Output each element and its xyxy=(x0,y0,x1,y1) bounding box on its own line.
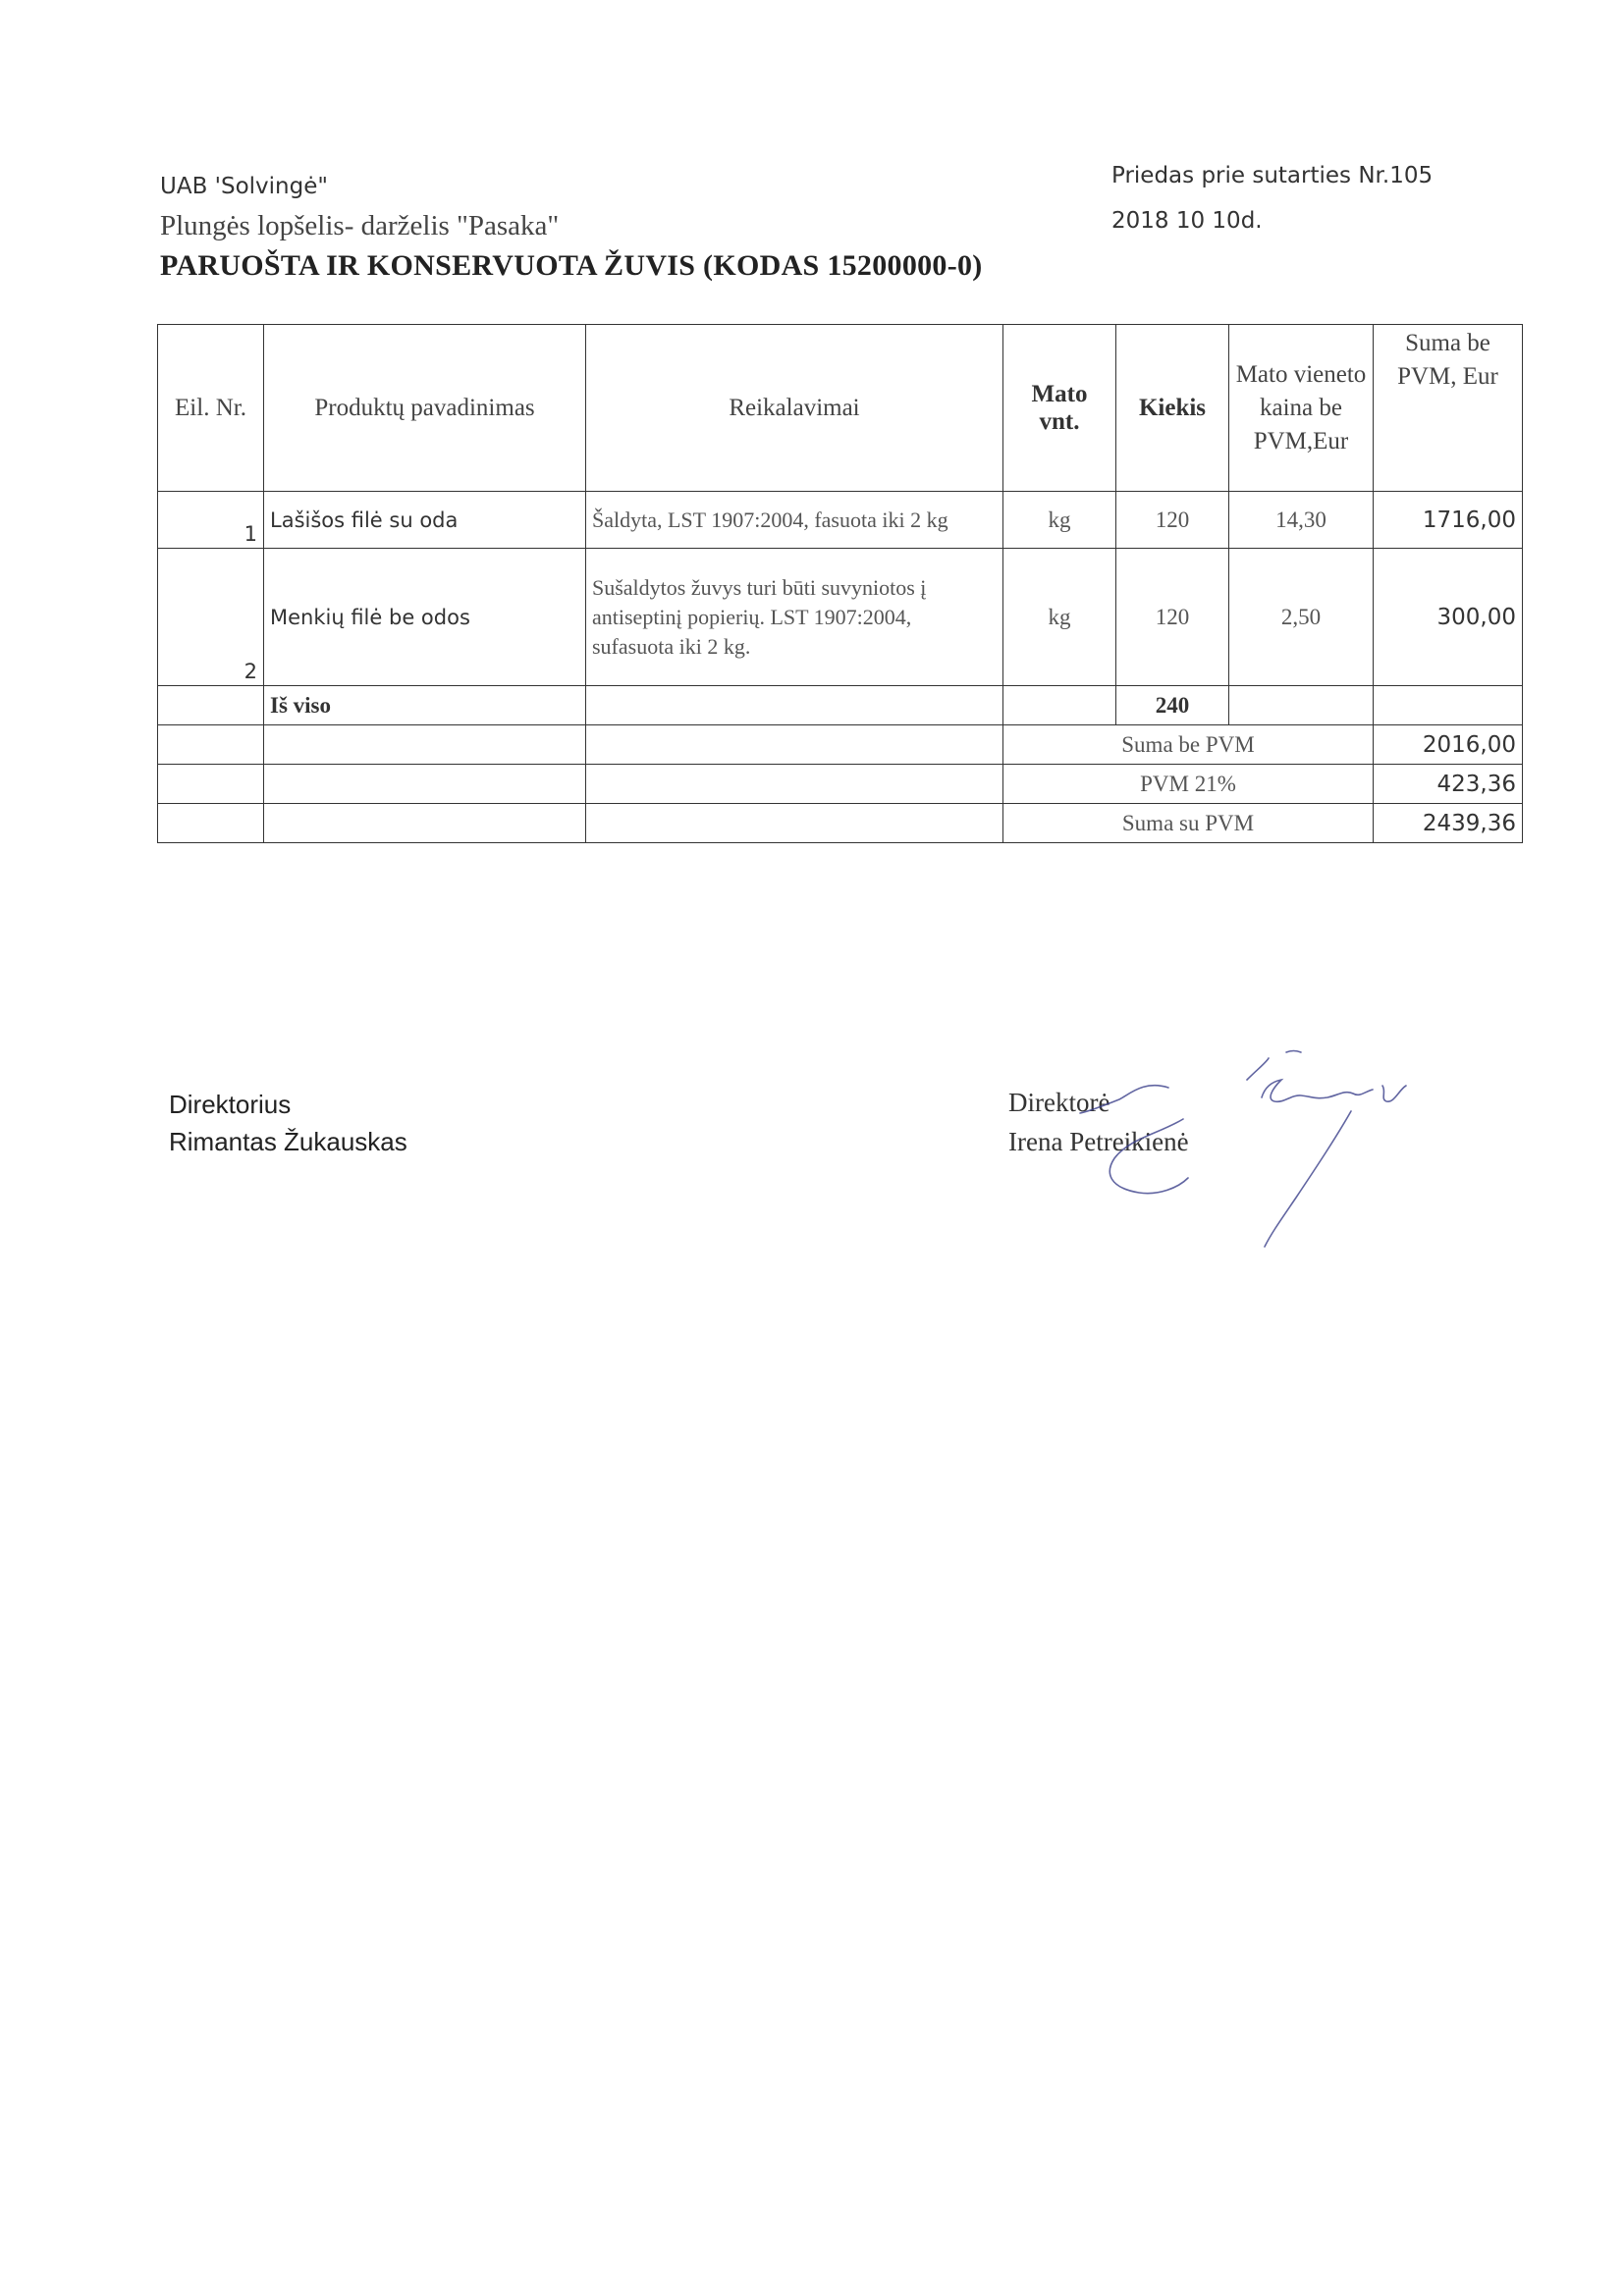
document-title: PARUOŠTA IR KONSERVUOTA ŽUVIS (KODAS 15200000-0) xyxy=(160,249,983,282)
col-header-sum: Suma be PVM, Eur xyxy=(1374,325,1523,492)
summary-label: Suma be PVM xyxy=(1003,725,1374,765)
row-quantity: 120 xyxy=(1116,549,1229,686)
row-product: Menkių filė be odos xyxy=(264,549,586,686)
col-header-unit-price: Mato vieneto kaina be PVM,Eur xyxy=(1229,325,1374,492)
table-header-row xyxy=(158,325,1523,492)
supplier-signatory-name: Rimantas Žukauskas xyxy=(169,1127,407,1156)
row-unit: kg xyxy=(1003,549,1116,686)
table-row xyxy=(158,492,1523,549)
empty-cell xyxy=(586,765,1003,804)
contract-date: 2018 10 10d. xyxy=(1111,208,1263,234)
empty-cell xyxy=(586,686,1003,725)
total-label: Iš viso xyxy=(264,686,586,725)
row-unit-price: 2,50 xyxy=(1229,549,1374,686)
empty-cell xyxy=(264,725,586,765)
empty-cell xyxy=(1003,686,1116,725)
summary-label: Suma su PVM xyxy=(1003,804,1374,843)
col-header-product: Produktų pavadinimas xyxy=(264,325,586,492)
col-header-unit: Mato vnt. xyxy=(1003,325,1116,492)
empty-cell xyxy=(586,725,1003,765)
product-table xyxy=(157,324,1523,843)
supplier-signatory-role: Direktorius xyxy=(169,1090,292,1119)
table-row xyxy=(158,549,1523,686)
empty-cell xyxy=(158,725,264,765)
col-header-requirements: Reikalavimai xyxy=(586,325,1003,492)
summary-row xyxy=(158,804,1523,843)
row-no: 2 xyxy=(158,549,264,686)
row-unit: kg xyxy=(1003,492,1116,549)
buyer-signatory-name: Irena Petreikienė xyxy=(1008,1127,1189,1156)
col-header-no: Eil. Nr. xyxy=(158,325,264,492)
summary-row xyxy=(158,725,1523,765)
row-product: Lašišos filė su oda xyxy=(264,492,586,549)
empty-cell xyxy=(586,804,1003,843)
row-sum: 300,00 xyxy=(1374,549,1523,686)
empty-cell xyxy=(264,804,586,843)
supplier-company: UAB 'Solvingė" xyxy=(160,174,328,199)
row-requirements: Sušaldytos žuvys turi būti suvyniotos į antiseptinį popierių. LST 1907:2004, sufasuota iki 2 kg. xyxy=(586,549,1003,686)
buyer-signatory-role: Direktorė xyxy=(1008,1088,1110,1117)
summary-label: PVM 21% xyxy=(1003,765,1374,804)
buyer-institution: Plungės lopšelis- darželis "Pasaka" xyxy=(160,210,560,241)
summary-value: 2016,00 xyxy=(1374,725,1523,765)
total-row xyxy=(158,686,1523,725)
empty-cell xyxy=(158,804,264,843)
row-quantity: 120 xyxy=(1116,492,1229,549)
empty-cell xyxy=(1229,686,1374,725)
contract-annex-label: Priedas prie sutarties Nr.105 xyxy=(1111,163,1434,188)
total-quantity: 240 xyxy=(1116,686,1229,725)
summary-value: 423,36 xyxy=(1374,765,1523,804)
empty-cell xyxy=(1374,686,1523,725)
empty-cell xyxy=(264,765,586,804)
handwritten-signature xyxy=(1021,1041,1453,1266)
row-unit-price: 14,30 xyxy=(1229,492,1374,549)
summary-row xyxy=(158,765,1523,804)
summary-value: 2439,36 xyxy=(1374,804,1523,843)
row-sum: 1716,00 xyxy=(1374,492,1523,549)
empty-cell xyxy=(158,686,264,725)
row-no: 1 xyxy=(158,492,264,549)
col-header-quantity: Kiekis xyxy=(1116,325,1229,492)
row-requirements: Šaldyta, LST 1907:2004, fasuota iki 2 kg xyxy=(586,492,1003,549)
empty-cell xyxy=(158,765,264,804)
